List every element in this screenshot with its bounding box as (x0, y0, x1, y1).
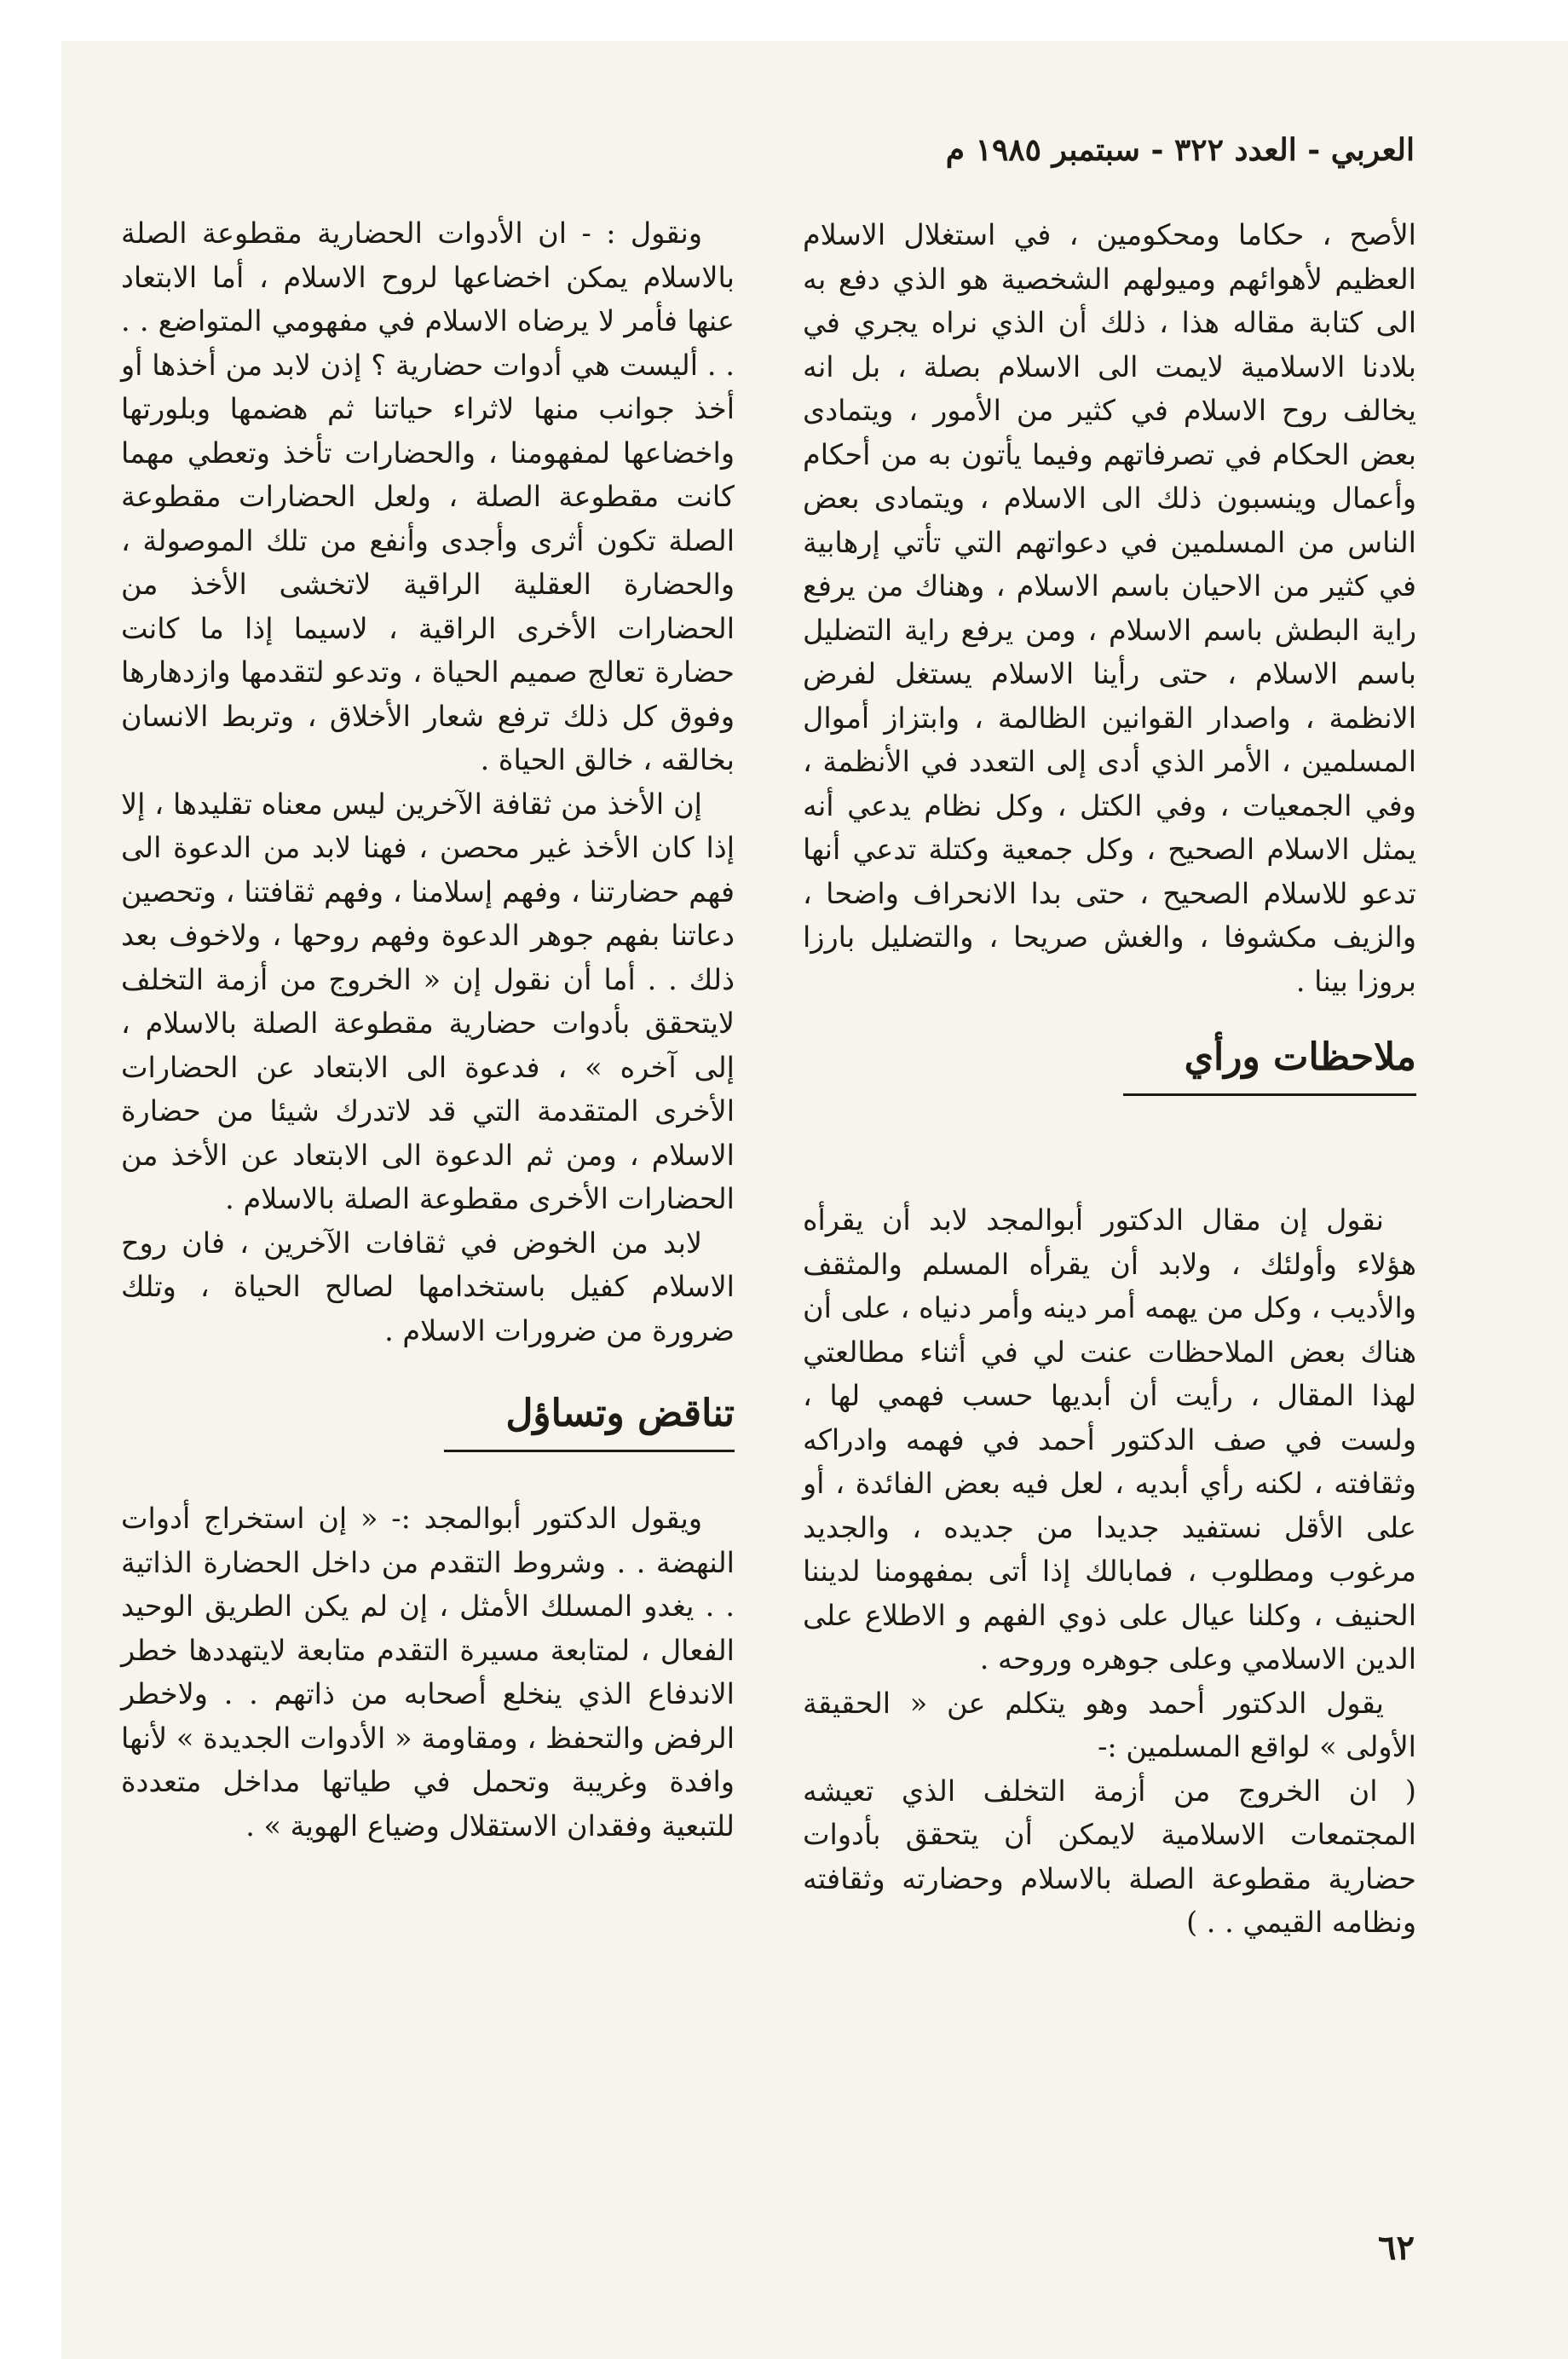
section-heading-contradiction-and-question: تناقض وتساؤل (444, 1390, 735, 1452)
section-heading-notes-and-opinion: ملاحظات ورأي (1123, 1034, 1416, 1096)
paragraph: يقول الدكتور أحمد وهو يتكلم عن « الحقيقة الأولى » لواقع المسلمين :- (803, 1686, 1416, 1763)
article-column-left (121, 211, 735, 1848)
paragraph: ونقول : - ان الأدوات الحضارية مقطوعة الصلة بالاسلام يمكن اخضاعها لروح الاسلام ، أما الابتعاد عنها فأمر لا يرضاه الاسلام في مفهومي المتواضع . . . . أليست هي أدوات حضارية ؟ إذن لابد من أخذها أو أخذ جوانب منها لاثراء حياتنا ثم هضمها وبلورتها واخضاعها لمفهومنا ، والحضارات تأخذ وتعطي مهما كانت مقطوعة الصلة ، ولعل الحضارات مقطوعة الصلة تكون أثرى وأجدى وأنفع من تلك الموصولة ، والحضارة العقلية الراقية لاتخشى الأخذ من الحضارات الأخرى الراقية ، لاسيما إذا ما كانت حضارة تعالج صميم الحياة ، وتدعو لتقدمها وازدهارها وفوق كل ذلك ترفع شعار الأخلاق ، وتربط الانسان بخالقه ، خالق الحياة . (121, 216, 735, 776)
paragraph: لابد من الخوض في ثقافات الآخرين ، فان روح الاسلام كفيل باستخدامها لصالح الحياة ، وتلك ضرورة من ضرورات الاسلام . (121, 1226, 735, 1347)
paragraph: الأصح ، حكاما ومحكومين ، في استغلال الاسلام العظيم لأهوائهم وميولهم الشخصية هو الذي دفع به الى كتابة مقاله هذا ، ذلك أن الذي نراه يجري في بلادنا الاسلامية لايمت الى الاسلام بصلة ، بل انه يخالف روح الاسلام في كثير من الأمور ، ويتمادى بعض الحكام في تصرفاتهم وفيما يأتون به من أحكام وأعمال وينسبون ذلك الى الاسلام ، ويتمادى بعض الناس من المسلمين في دعواتهم التي تأتي إرهابية في كثير من الاحيان باسم الاسلام ، وهناك من يرفع راية البطش باسم الاسلام ، ومن يرفع راية التضليل باسم الاسلام ، حتى رأينا الاسلام يستغل لفرض الانظمة ، واصدار القوانين الظالمة ، وابتزاز أموال المسلمين ، الأمر الذي أدى إلى التعدد في الأنظمة ، وفي الجمعيات ، وفي الكتل ، وكل نظام يدعي أنه يمثل الاسلام الصحيح ، وكل جمعية وكتلة تدعي أنها تدعو للاسلام الصحيح ، حتى بدا الانحراف واضحا ، والزيف مكشوفا ، والغش صريحا ، والتضليل بارزا بروزا بينا . (803, 218, 1416, 998)
page-number: ٦٢ (1378, 2228, 1415, 2268)
article-column-right (803, 213, 1416, 1945)
running-header: العربي - العدد ٣٢٢ - سبتمبر ١٩٨٥ م (945, 132, 1415, 168)
quoted-paragraph: ( ان الخروج من أزمة التخلف الذي تعيشه المجتمعات الاسلامية لايمكن أن يتحقق بأدوات حضارية مقطوعة الصلة بالاسلام وحضارته وثقافته ونظامه القيمي . . ) (803, 1774, 1416, 1939)
paragraph: إن الأخذ من ثقافة الآخرين ليس معناه تقليدها ، إلا إذا كان الأخذ غير محصن ، فهنا لابد من الدعوة الى فهم حضارتنا ، وفهم إسلامنا ، وفهم ثقافتنا ، وتحصين دعاتنا بفهم جوهر الدعوة وفهم روحها ، ولاخوف بعد ذلك . . أما أن نقول إن « الخروج من أزمة التخلف لايتحقق بأدوات حضارية مقطوعة الصلة بالاسلام ، إلى آخره » ، فدعوة الى الابتعاد عن الحضارات الأخرى المتقدمة التي قد لاتدرك شيئا من حضارة الاسلام ، ومن ثم الدعوة الى الابتعاد عن الأخذ من الحضارات الأخرى مقطوعة الصلة بالاسلام . (121, 787, 735, 1215)
paragraph: ويقول الدكتور أبوالمجد :- « إن استخراج أدوات النهضة . . وشروط التقدم من داخل الحضارة الذاتية . . يغدو المسلك الأمثل ، إن لم يكن الطريق الوحيد الفعال ، لمتابعة مسيرة التقدم متابعة لايتهددها خطر الاندفاع الذي ينخلع أصحابه من ذاتهم . . ولاخطر الرفض والتحفظ ، ومقاومة « الأدوات الجديدة » لأنها وافدة وغريبة وتحمل في طياتها مداخل متعددة للتبعية وفقدان الاستقلال وضياع الهوية » . (121, 1502, 735, 1843)
paragraph: نقول إن مقال الدكتور أبوالمجد لابد أن يقرأه هؤلاء وأولئك ، ولابد أن يقرأه المسلم والمثقف والأديب ، وكل من يهمه أمر دينه وأمر دنياه ، على أن هناك بعض الملاحظات عنت لي في أثناء مطالعتي لهذا المقال ، رأيت أن أبديها حسب فهمي لها ، ولست في صف الدكتور أحمد في فهمه وادراكه وثقافته ، لكنه رأي أبديه ، لعل فيه بعض الفائدة ، أو على الأقل نستفيد جديدا من جديده ، والجديد مرغوب ومطلوب ، فمابالك إذا أتى بمفهومنا لديننا الحنيف ، وكلنا عيال على ذوي الفهم و الاطلاع على الدين الاسلامي وعلى جوهره وروحه . (803, 1203, 1416, 1676)
